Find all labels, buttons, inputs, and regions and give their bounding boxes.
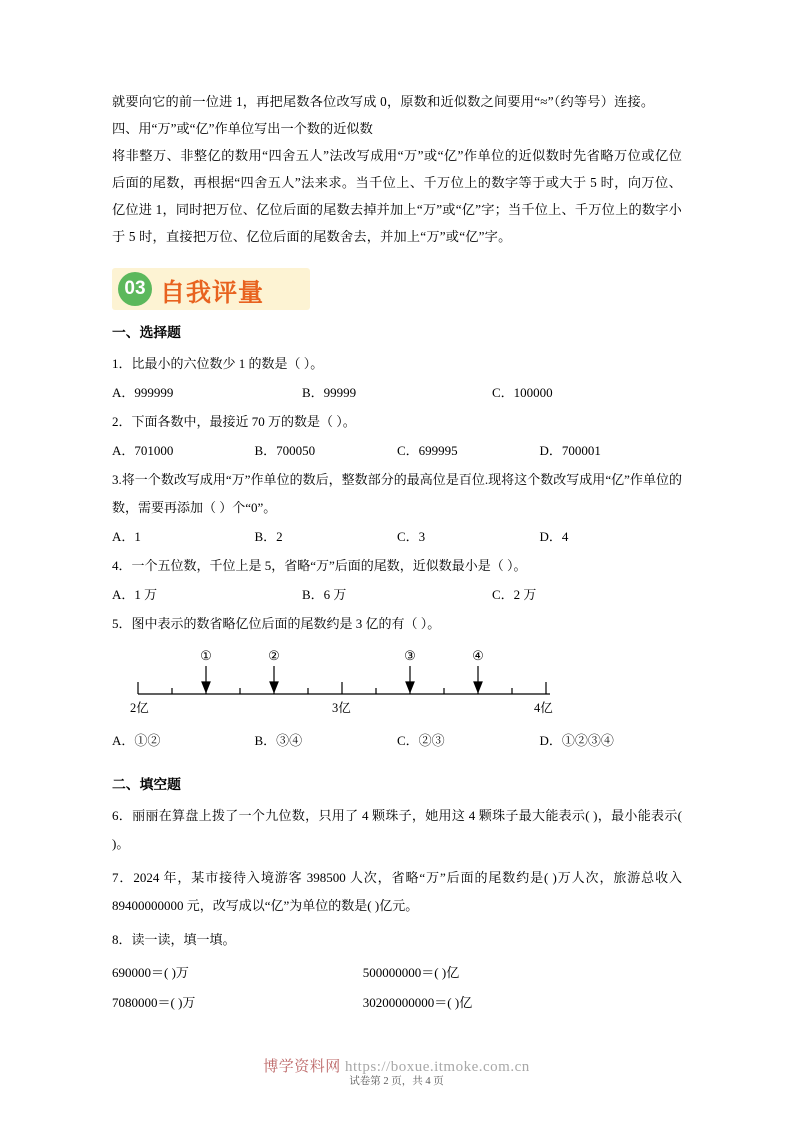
section-1-title: 一、选择题 — [112, 325, 181, 340]
watermark-site-name: 博学资料网 — [263, 1059, 341, 1075]
intro-heading-4: 四、用“万”或“亿”作单位写出一个数的近似数 — [112, 121, 373, 136]
number-line-svg — [130, 644, 558, 722]
question-5-text: 5．图中表示的数省略亿位后面的尾数约是 3 亿的有（ ）。 — [112, 616, 441, 631]
option-2c[interactable]: C．699995 — [397, 443, 458, 458]
option-1b[interactable]: B．99999 — [301, 385, 357, 400]
fill-2b[interactable]: 30200000000＝( )亿 — [362, 995, 473, 1010]
question-8-text: 8．读一读，填一填。 — [112, 932, 236, 947]
option-4a[interactable]: A．1 万 — [112, 587, 158, 602]
banner-title: 自我评量 — [160, 279, 265, 307]
option-5c[interactable]: C．②③ — [397, 733, 445, 748]
numberline-label-2: ② — [268, 648, 280, 663]
question-2-text: 2．下面各数中，最接近 70 万的数是（ ）。 — [112, 414, 356, 429]
self-assessment-banner — [112, 268, 310, 310]
option-4b[interactable]: B．6 万 — [301, 587, 347, 602]
fill-row-2 — [112, 988, 682, 1018]
numberline-left-label: 2亿 — [130, 701, 149, 715]
option-3b[interactable]: B．2 — [254, 529, 283, 544]
option-3a[interactable]: A．1 — [112, 529, 141, 544]
option-1a[interactable]: A．999999 — [112, 385, 174, 400]
numberline-label-1: ① — [200, 648, 212, 663]
numberline-label-3: ③ — [404, 648, 416, 663]
option-5d[interactable]: D．①②③④ — [539, 733, 614, 748]
numberline-right-label: 4亿 — [534, 701, 553, 715]
option-3d[interactable]: D．4 — [539, 529, 569, 544]
question-4-text: 4．一个五位数，千位上是 5，省略“万”后面的尾数，近似数最小是（ ）。 — [112, 558, 527, 573]
fill-2a[interactable]: 7080000＝( )万 — [112, 995, 196, 1010]
question-2-options — [112, 436, 682, 466]
option-3c[interactable]: C．3 — [397, 529, 426, 544]
question-7-text: 7．2024 年，某市接待入境游客 398500 人次，省略“万”后面的尾数约是( )万人次，旅游总收入 89400000000 元，改写成以“亿”为单位的数是( )亿元。 — [112, 870, 682, 913]
option-2a[interactable]: A．701000 — [112, 443, 174, 458]
intro-paragraph-2: 将非整万、非整亿的数用“四舍五人”法改写成用“万”或“亿”作单位的近似数时先省略万位或亿位后面的尾数，再根据“四舍五人”法来求。当千位上、千万位上的数字等于或大于 5 时，向万位、亿位进 1，同时把万位、亿位后面的尾数去掉并加上“万”或“亿”字；当千位上、千万位上的数字小于 5 时，直接把万位、亿位后面的尾数舍去，并加上“万”或“亿”字。 — [112, 148, 682, 244]
banner-number-badge: 03 — [118, 272, 152, 306]
question-6-text: 6．丽丽在算盘上拨了一个九位数，只用了 4 颗珠子，她用这 4 颗珠子最大能表示( )，最小能表示( )。 — [112, 808, 682, 851]
option-5b[interactable]: B．③④ — [254, 733, 303, 748]
fill-1b[interactable]: 500000000＝( )亿 — [362, 965, 460, 980]
numberline-label-4: ④ — [472, 648, 484, 663]
question-4-options — [112, 580, 682, 610]
watermark-url: https://boxue.itmoke.com.cn — [345, 1059, 530, 1075]
question-5-options — [112, 726, 682, 756]
question-3-text: 3.将一个数改写成用“万”作单位的数后，整数部分的最高位是百位.现将这个数改写成用“亿”作单位的数，需要再添加（ ）个“0”。 — [112, 472, 682, 515]
option-2d[interactable]: D．700001 — [539, 443, 601, 458]
number-line-figure — [112, 644, 682, 724]
page-footer: 试卷第 2 页，共 4 页 — [349, 1076, 444, 1087]
question-1-text: 1．比最小的六位数少 1 的数是（ ）。 — [112, 356, 324, 371]
option-1c[interactable]: C．100000 — [491, 385, 553, 400]
option-5a[interactable]: A．①② — [112, 733, 161, 748]
section-2-title: 二、填空题 — [112, 777, 181, 792]
option-4c[interactable]: C．2 万 — [491, 587, 537, 602]
page-content — [112, 88, 682, 1018]
intro-paragraph-1: 就要向它的前一位进 1，再把尾数各位改写成 0，原数和近似数之间要用“≈”（约等号）连接。 — [112, 94, 655, 109]
fill-1a[interactable]: 690000＝( )万 — [112, 965, 189, 980]
question-3-options — [112, 522, 682, 552]
question-1-options — [112, 378, 682, 408]
option-2b[interactable]: B．700050 — [254, 443, 316, 458]
numberline-mid-label: 3亿 — [332, 701, 351, 715]
fill-row-1 — [112, 958, 682, 988]
